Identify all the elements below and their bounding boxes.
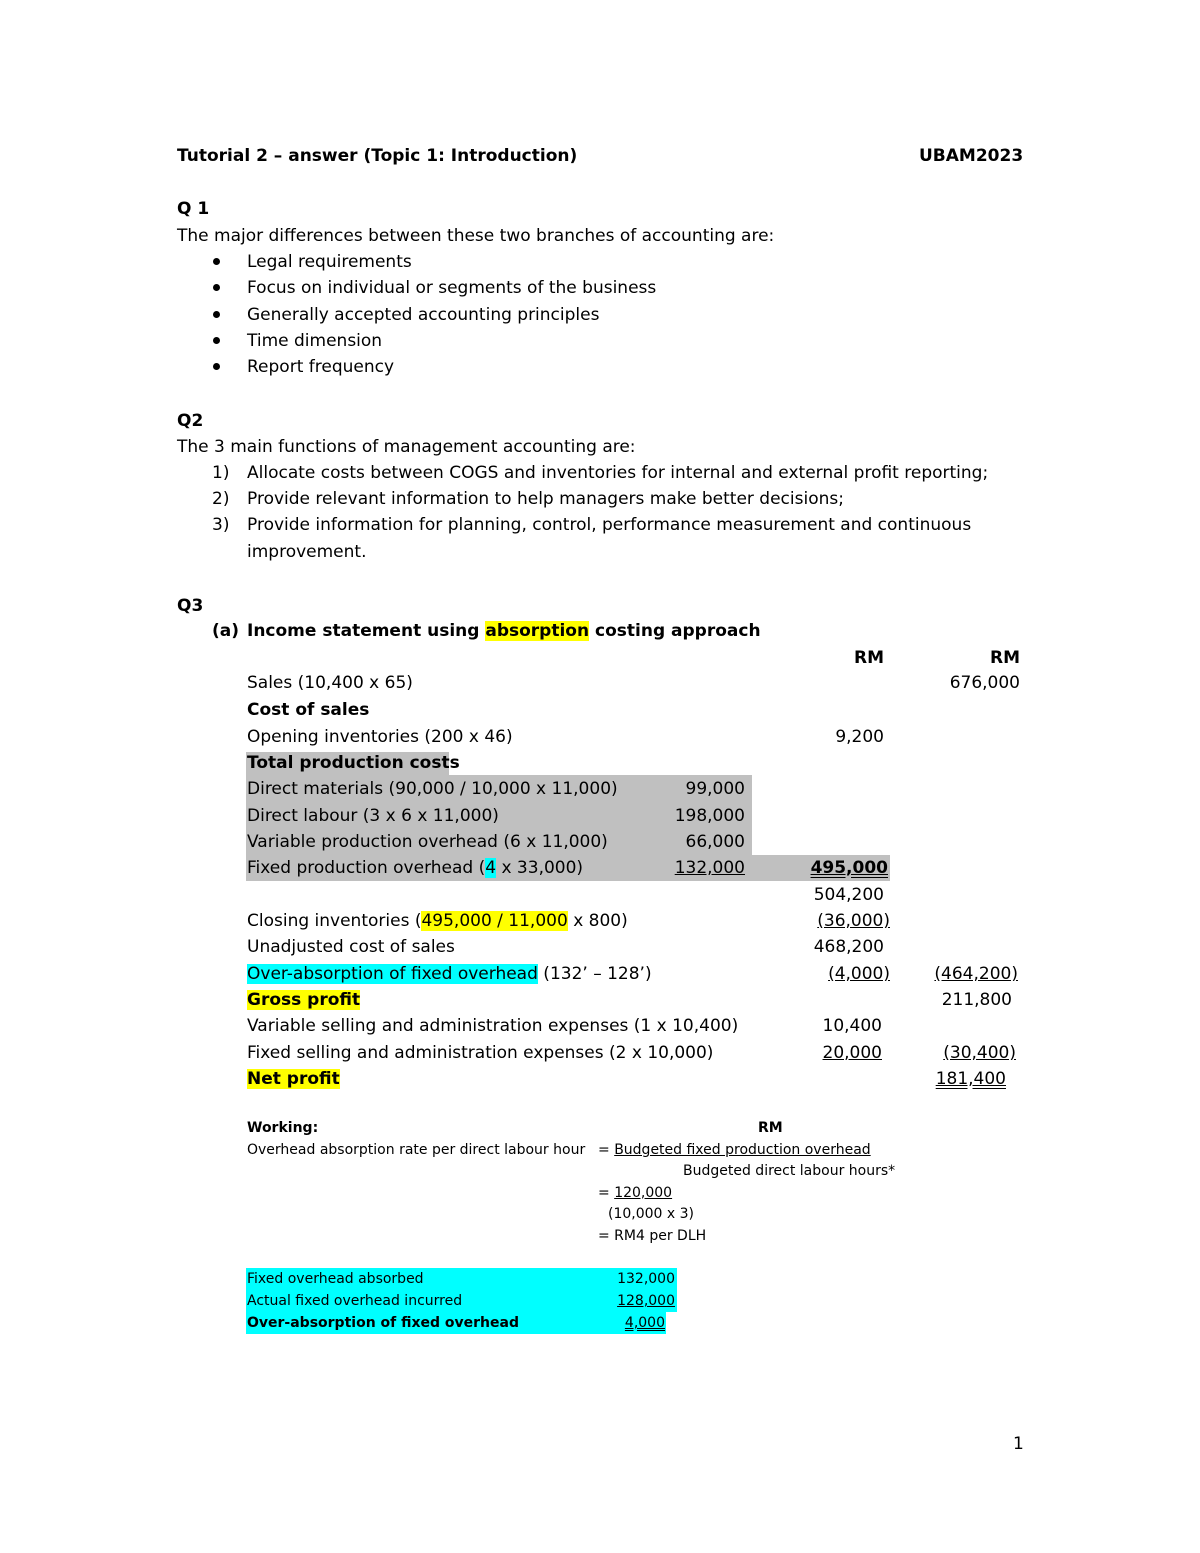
subtotal-value: 504,200 — [813, 885, 884, 905]
absorption-rate-calc-denominator: (10,000 x 3) — [608, 1206, 695, 1222]
opening-inventories-value: 9,200 — [835, 727, 884, 747]
q2-label: Q2 — [177, 411, 204, 431]
list-item-continuation: improvement. — [247, 542, 367, 562]
fixed-sa-value: 20,000 — [822, 1043, 882, 1063]
list-item: Time dimension — [247, 331, 383, 351]
table-row-label: Fixed overhead absorbed — [247, 1271, 424, 1287]
fixed-production-overhead-label: Fixed production overhead (4 x 33,000) — [247, 858, 584, 878]
gross-profit-label: Gross profit — [247, 990, 361, 1010]
q2-intro: The 3 main functions of management accounting are: — [177, 437, 636, 457]
direct-materials-value: 99,000 — [685, 779, 745, 799]
direct-labour-label: Direct labour (3 x 6 x 11,000) — [247, 806, 499, 826]
direct-materials-label: Direct materials (90,000 / 10,000 x 11,000) — [247, 779, 618, 799]
list-item: Provide relevant information to help managers make better decisions; — [247, 489, 844, 509]
bullet-icon — [213, 311, 220, 318]
absorption-rate-denominator: Budgeted direct labour hours* — [683, 1163, 896, 1179]
list-item: Generally accepted accounting principles — [247, 305, 600, 325]
column-header-rm-2: RM — [989, 648, 1020, 668]
table-row-value: 132,000 — [617, 1271, 675, 1287]
variable-sa-value: 10,400 — [822, 1016, 882, 1036]
closing-inventories-value: (36,000) — [817, 911, 890, 931]
list-item: Focus on individual or segments of the business — [247, 278, 657, 298]
column-header-rm-1: RM — [853, 648, 884, 668]
table-row-value: 4,000 — [624, 1315, 665, 1331]
absorption-rate-label: Overhead absorption rate per direct labour hour — [247, 1142, 586, 1158]
table-row-value: 128,000 — [617, 1293, 675, 1309]
over-absorption-value: (4,000) — [828, 964, 890, 984]
unadjusted-cost-value: 468,200 — [813, 937, 884, 957]
q3-part-label: (a) — [212, 621, 240, 641]
bullet-icon — [213, 337, 220, 344]
opening-inventories-label: Opening inventories (200 x 46) — [247, 727, 513, 747]
direct-labour-value: 198,000 — [674, 806, 745, 826]
closing-inventories-label: Closing inventories (495,000 / 11,000 x 800) — [247, 911, 628, 931]
list-item: Provide information for planning, control, performance measurement and continuous — [247, 515, 972, 535]
over-absorption-label: Over-absorption of fixed overhead (132’ – 128’) — [247, 964, 652, 984]
absorption-rate-formula: = Budgeted fixed production overhead — [598, 1142, 871, 1158]
bullet-icon — [213, 258, 220, 265]
net-profit-value: 181,400 — [935, 1069, 1006, 1089]
list-item: Legal requirements — [247, 252, 412, 272]
sales-label: Sales (10,400 x 65) — [247, 673, 413, 693]
q3-label: Q3 — [177, 596, 204, 616]
q1-intro: The major differences between these two branches of accounting are: — [177, 226, 775, 246]
list-number: 3) — [212, 515, 230, 535]
list-number: 2) — [212, 489, 230, 509]
sales-value: 676,000 — [949, 673, 1020, 693]
table-row-label: Actual fixed overhead incurred — [247, 1293, 463, 1309]
total-production-costs-label: Total production costs — [247, 753, 460, 773]
total-production-costs-value: 495,000 — [810, 858, 888, 878]
list-item: Allocate costs between COGS and inventories for internal and external profit reporting; — [247, 463, 989, 483]
working-rm-header: RM — [758, 1120, 783, 1136]
variable-production-overhead-label: Variable production overhead (6 x 11,000) — [247, 832, 608, 852]
unadjusted-cost-label: Unadjusted cost of sales — [247, 937, 455, 957]
gross-profit-value: 211,800 — [941, 990, 1012, 1010]
absorption-rate-result: = RM4 per DLH — [598, 1228, 707, 1244]
working-label: Working: — [247, 1120, 319, 1136]
fixed-production-overhead-value: 132,000 — [674, 858, 745, 878]
page-title: Tutorial 2 – answer (Topic 1: Introduction) — [177, 146, 578, 166]
table-row-label: Over-absorption of fixed overhead — [247, 1315, 519, 1331]
bullet-icon — [213, 363, 220, 370]
total-sa-value: (30,400) — [943, 1043, 1016, 1063]
variable-production-overhead-value: 66,000 — [685, 832, 745, 852]
q1-label: Q 1 — [177, 199, 210, 219]
page-number: 1 — [1013, 1434, 1024, 1454]
absorption-rate-calc: = 120,000 — [598, 1185, 673, 1201]
list-number: 1) — [212, 463, 230, 483]
cost-of-sales-label: Cost of sales — [247, 700, 370, 720]
list-item: Report frequency — [247, 357, 395, 377]
cost-of-sales-total-value: (464,200) — [934, 964, 1018, 984]
net-profit-label: Net profit — [247, 1069, 340, 1089]
bullet-icon — [213, 284, 220, 291]
course-code: UBAM2023 — [919, 146, 1024, 166]
fixed-sa-label: Fixed selling and administration expenses (2 x 10,000) — [247, 1043, 714, 1063]
income-statement-heading: Income statement using absorption costing approach — [247, 621, 761, 641]
variable-sa-label: Variable selling and administration expenses (1 x 10,400) — [247, 1016, 739, 1036]
